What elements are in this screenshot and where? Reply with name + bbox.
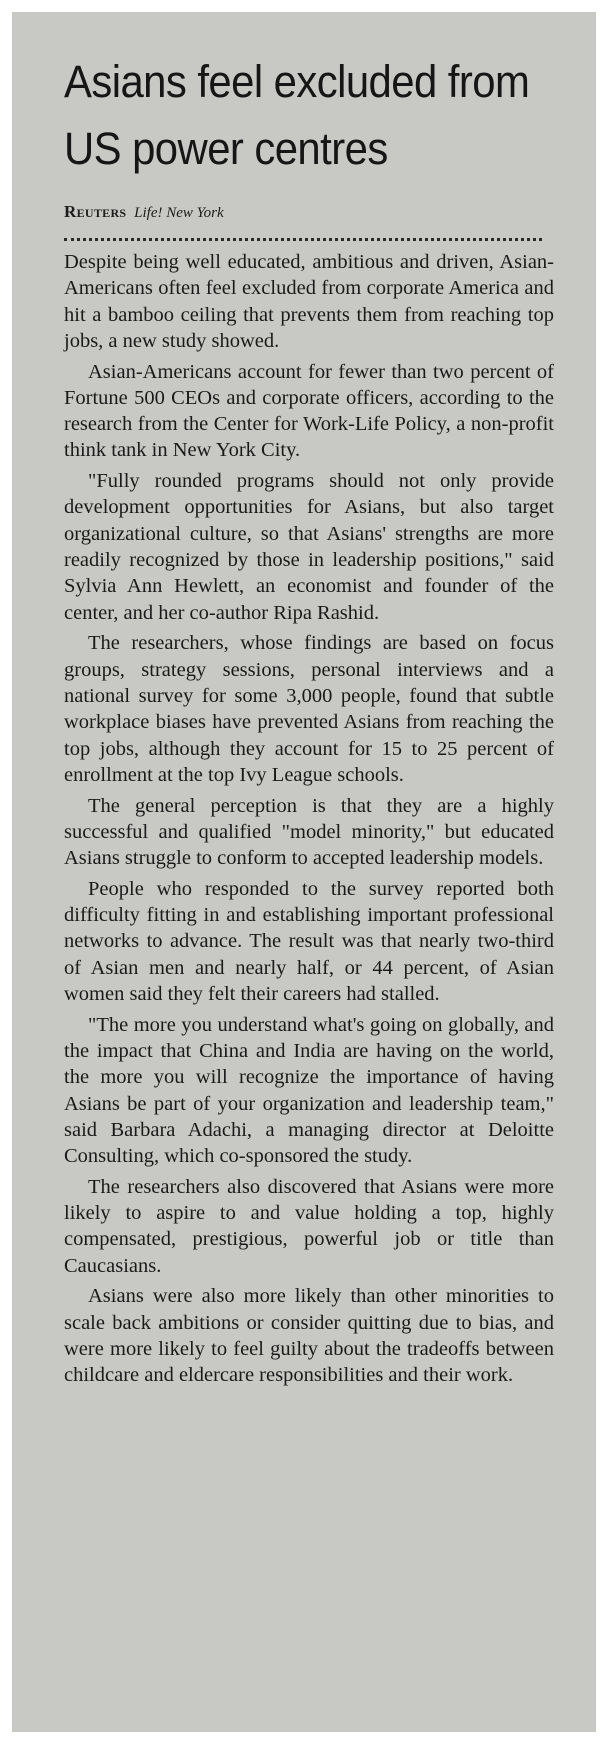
paragraph-2: Asian-Americans account for fewer than two percent of Fortune 500 CEOs and corporate officers, according to the research from the Center for Work-Life Policy, a non-profit think tank in New York City. [64,360,554,462]
dotted-divider [64,238,542,241]
paragraph-9: Asians were also more likely than other minorities to scale back ambitions or consider quitting due to bias, and were more likely to feel guilty about the tradeoffs between childcare and eldercare responsibilities and their work. [64,1285,554,1387]
byline-dateline: Life! New York [134,205,224,221]
paragraph-3: "Fully rounded programs should not only provide development opportunities for Asians, but also target organizational culture, so that Asians' strengths are more readily recognized by those in leadership positions," said Sylvia Ann Hewlett, an economist and founder of the center, and her co-author Ripa Rashid. [64,470,554,624]
newspaper-clipping [12,12,596,1732]
byline [64,202,552,222]
paragraph-5: The general perception is that they are a highly successful and qualified "model minority," but educated Asians struggle to conform to accepted leadership models. [64,794,554,870]
article-body [64,249,554,1389]
paragraph-6: People who responded to the survey reported both difficulty fitting in and establishing important professional networks to advance. The result was that nearly two-third of Asian men and nearly half, or 44 percent, of Asian women said they felt their careers had stalled. [64,877,554,1005]
paragraph-8: The researchers also discovered that Asians were more likely to aspire to and value holding a top, highly compensated, prestigious, powerful job or title than Caucasians. [64,1175,554,1277]
article-headline: Asians feel excluded from US power centres [64,56,530,174]
byline-agency: Reuters [64,202,127,221]
paragraph-7: "The more you understand what's going on globally, and the impact that China and India are having on the world, the more you will recognize the importance of having Asians be part of your organization and leadership team," said Barbara Adachi, a managing director at Deloitte Consulting, which co-sponsored the study. [64,1013,554,1168]
paragraph-1: Despite being well educated, ambitious and driven, Asian-Americans often feel excluded from corporate America and hit a bamboo ceiling that prevents them from reaching top jobs, a new study showed. [64,251,554,352]
paragraph-4: The researchers, whose findings are based on focus groups, strategy sessions, personal interviews and a national survey for some 3,000 people, found that subtle workplace biases have prevented Asians from reaching the top jobs, although they account for 15 to 25 percent of enrollment at the top Ivy League schools. [64,632,554,786]
